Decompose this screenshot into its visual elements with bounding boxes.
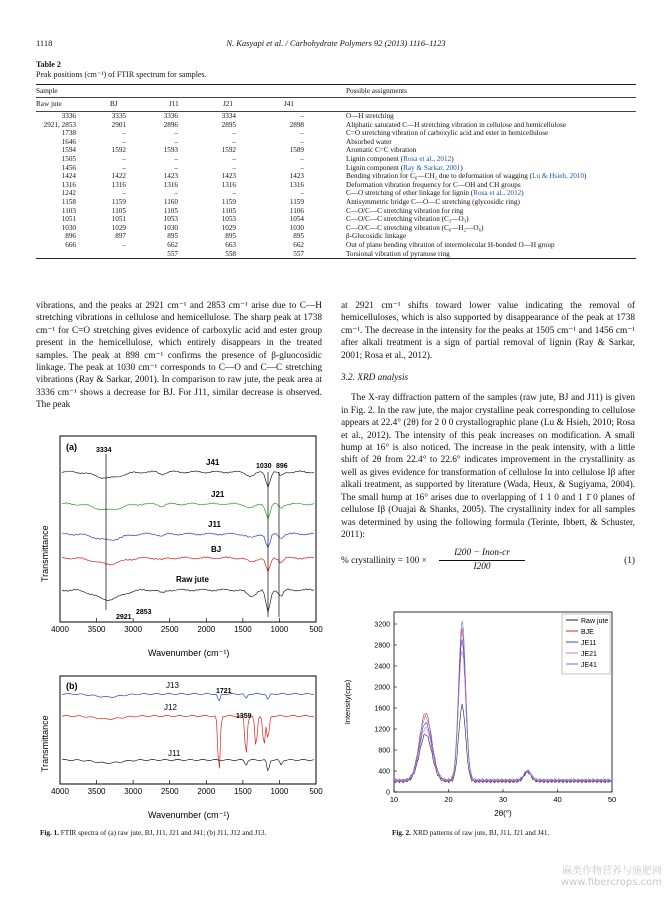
assignment-cell bbox=[316, 250, 636, 259]
fig1-xtick-label: 1000 bbox=[270, 787, 289, 796]
fig2-xtick-label: 50 bbox=[607, 795, 617, 804]
table-cell: – bbox=[174, 189, 178, 198]
fig2-xtick-label: 30 bbox=[498, 795, 508, 804]
table-cell: – bbox=[232, 154, 236, 163]
table-cell: 1316 bbox=[163, 180, 178, 189]
fig1-caption bbox=[40, 829, 320, 837]
table-cell: – bbox=[122, 163, 126, 172]
journal-citation: N. Kasyapi et al. / Carbohydrate Polymers 92 (2013) 1116–1123 bbox=[226, 38, 446, 48]
fig2-caption-label: Fig. 2. bbox=[392, 829, 411, 837]
assignment-cell bbox=[316, 232, 636, 241]
fig1-xtick-label: 1000 bbox=[270, 625, 289, 634]
assignment-text: Lignin component bbox=[346, 154, 399, 163]
table-cell: 557 bbox=[167, 249, 178, 258]
fig2-legend-label: JE41 bbox=[581, 662, 597, 669]
table-cell: – bbox=[232, 163, 236, 172]
table-cell: 1105 bbox=[111, 206, 126, 215]
table-cell: 558 bbox=[225, 249, 236, 258]
table-cell: 895 bbox=[225, 232, 236, 241]
table-cell: 3336 bbox=[61, 112, 76, 120]
fig1a-ylabel: Transmittance bbox=[40, 525, 50, 582]
table-cell: – bbox=[122, 129, 126, 138]
fig1b-panel-label: (b) bbox=[66, 681, 78, 691]
fig2-series-line bbox=[394, 704, 612, 783]
fig1-xtick-label: 3000 bbox=[124, 787, 143, 796]
table-row bbox=[36, 189, 636, 198]
table-row bbox=[36, 164, 636, 173]
fig2-ytick-label: 1200 bbox=[374, 726, 390, 734]
table-cell: 1105 bbox=[163, 206, 178, 215]
fig1b-annot-1721: 1721 bbox=[216, 688, 232, 695]
fig1a-label-bj: BJ bbox=[211, 545, 222, 554]
sample-header: Sample bbox=[36, 86, 58, 95]
table-cell: 662 bbox=[293, 240, 304, 249]
table-cell: 1030 bbox=[61, 223, 76, 232]
table-cell: – bbox=[300, 137, 304, 146]
table-cell: 1316 bbox=[221, 180, 236, 189]
fig1a-annot-3334: 3334 bbox=[96, 447, 112, 454]
fig1a-series-line bbox=[62, 533, 314, 548]
assignment-cell bbox=[316, 215, 636, 224]
table-cell: 1424 bbox=[61, 172, 76, 181]
table-cell: 1422 bbox=[111, 172, 126, 181]
assignment-cell bbox=[316, 241, 636, 250]
table-cell: 3335 bbox=[111, 112, 126, 120]
fig1a-series-line bbox=[62, 503, 314, 519]
table-cell bbox=[76, 250, 138, 259]
assignment-cell bbox=[316, 181, 636, 190]
table-cell: 1029 bbox=[111, 223, 126, 232]
col-header-bj: BJ bbox=[110, 100, 118, 109]
table-cell: – bbox=[300, 189, 304, 198]
fig1a-series-line bbox=[62, 589, 314, 612]
assignment-cell: Bending vibration for C₆—CH₂ due to deformation of wagging (Lu & Hsieh, 2010) bbox=[346, 172, 587, 181]
table-cell: – bbox=[122, 240, 126, 249]
assignment-text: Lignin component bbox=[346, 163, 399, 172]
table-cell: – bbox=[174, 137, 178, 146]
fig2-ylabel: Intensity(cps) bbox=[343, 679, 352, 725]
table-caption-text: Peak positions (cm⁻¹) of FTIR spectrum for samples. bbox=[36, 70, 207, 79]
table-group-header bbox=[36, 85, 636, 98]
assignment-text: C—O/C—C stretching vibration (C₃—O₃) bbox=[346, 215, 469, 224]
fig1a-label-j41: J41 bbox=[206, 458, 220, 467]
table-cell: 666 bbox=[65, 240, 76, 249]
assignment-text: C—O/C—C stretching vibration (C₆—H₂—O₆) bbox=[346, 223, 484, 232]
table-cell: – bbox=[300, 129, 304, 138]
table-cell: – bbox=[174, 163, 178, 172]
assignment-text: C—O/C—C stretching vibration for ring bbox=[346, 206, 464, 215]
table-cell: 1051 bbox=[61, 215, 76, 224]
assignment-text: Bending vibration for C₆—CH₂ due to deformation of wagging bbox=[346, 172, 528, 181]
table-cell: 1589 bbox=[289, 146, 304, 155]
fig1a-xlabel: Wavenumber (cm⁻¹) bbox=[148, 648, 230, 658]
fig1-xtick-label: 2500 bbox=[160, 625, 179, 634]
table-cell: 1158 bbox=[61, 197, 76, 206]
table-cell: – bbox=[300, 112, 304, 120]
table-cell: 2901 bbox=[111, 120, 126, 129]
fig1b-xlabel: Wavenumber (cm⁻¹) bbox=[148, 810, 230, 820]
fig1a-label-j21: J21 bbox=[211, 490, 225, 499]
fig1b-label-j13: J13 bbox=[166, 681, 179, 690]
watermark-line1: 麻类作物营养与施肥网 bbox=[562, 866, 662, 877]
table-cell: 1029 bbox=[221, 223, 236, 232]
fig1-xtick-label: 1500 bbox=[233, 625, 252, 634]
table-cell: 1505 bbox=[61, 154, 76, 163]
fig1b-series-line bbox=[62, 693, 314, 700]
assignment-text: Aromatic C=C vibration bbox=[346, 146, 417, 155]
col-header-raw-jute: Raw jute bbox=[36, 100, 62, 109]
citation-link[interactable]: Rosa et al., 2012 bbox=[473, 189, 522, 198]
table-cell: – bbox=[174, 154, 178, 163]
fig2-caption bbox=[392, 829, 632, 837]
fig1b-ylabel: Transmittance bbox=[40, 715, 50, 772]
left-column-text bbox=[36, 300, 322, 412]
assignment-text: C=O stretching vibration of carboxylic acid and ester in hemicellulose bbox=[346, 129, 549, 138]
watermark bbox=[561, 862, 662, 888]
fig1-caption-text: FTIR spectra of (a) raw jute, BJ, J11, J21 and J41; (b) J11, J12 and J13. bbox=[60, 829, 267, 837]
fig1-xtick-label: 3000 bbox=[124, 625, 143, 634]
assignment-cell: Lignin component (Rosa et al., 2012) bbox=[346, 154, 454, 163]
equation-number: (1) bbox=[624, 556, 635, 567]
fig1b-series-line bbox=[62, 759, 314, 770]
table-cell: 662 bbox=[167, 240, 178, 249]
table-column-header bbox=[36, 98, 636, 112]
fig1b-annot-1359: 1359 bbox=[236, 713, 252, 720]
paragraph-ftir: vibrations, and the peaks at 2921 cm⁻¹ and 2853 cm⁻¹ arise due to C—H stretching vibrations in cellulose and hemicellulose. The sharp peak at 1738 cm⁻¹ for C=O stretching gives evidence of carboxylic acid and ester group present in the hemicellulose, which entirely disappears in the treated samples. The peak at 898 cm⁻¹ confirms the presence of β-gluocosidic linkage. The peak at 1030 cm⁻¹ corresponds to C—O and C—C stretching vibrations (Ray & Sarkar, 2001). In comparison to raw jute, the peak area at 3336 cm⁻¹ shows a decrease for BJ. For J11, similar decrease is observed. The peak bbox=[36, 301, 322, 411]
table-row bbox=[36, 224, 636, 233]
fig1b-ftir-chart bbox=[36, 672, 323, 826]
fig1-caption-label: Fig. 1. bbox=[40, 829, 59, 837]
table-cell: 1105 bbox=[221, 206, 236, 215]
table-cell: 1423 bbox=[163, 172, 178, 181]
table-cell: 895 bbox=[167, 232, 178, 241]
assignment-text: C—O stretching of ether linkage for lignin bbox=[346, 189, 469, 198]
table-caption bbox=[36, 60, 207, 80]
fig2-legend-label: JE11 bbox=[581, 640, 597, 647]
equation-denominator: I200 bbox=[473, 562, 491, 573]
table-cell: 1592 bbox=[221, 146, 236, 155]
table-cell: 557 bbox=[293, 249, 304, 258]
table-cell: 1053 bbox=[221, 215, 236, 224]
table-cell: 3334 bbox=[221, 112, 236, 120]
fig2-xlabel: 2θ(°) bbox=[494, 809, 512, 818]
fig2-ytick-label: 800 bbox=[378, 747, 390, 755]
fig2-ytick-label: 400 bbox=[378, 768, 390, 776]
table-cell: 3336 bbox=[163, 112, 178, 120]
fig1-xtick-label: 500 bbox=[309, 625, 323, 634]
table-cell: 897 bbox=[115, 232, 126, 241]
citation-link[interactable]: Lu & Hsieh, 2010 bbox=[532, 172, 584, 181]
table-cell: 1646 bbox=[61, 137, 76, 146]
assignment-cell bbox=[316, 207, 636, 216]
assignment-cell: C—O stretching of ether linkage for lignin (Rosa et al., 2012) bbox=[346, 189, 524, 198]
fig2-xrd-chart bbox=[342, 608, 622, 822]
fig2-legend-label: JE21 bbox=[581, 651, 597, 658]
fig1a-series-line bbox=[62, 471, 314, 487]
assignment-text: Deformation vibration frequency for C—OH and CH groups bbox=[346, 180, 521, 189]
table-cell: 1053 bbox=[163, 215, 178, 224]
assignment-cell bbox=[316, 198, 636, 207]
assignment-cell: Lignin component (Ray & Sarkar, 2001) bbox=[346, 163, 463, 172]
fig2-ytick-label: 1600 bbox=[374, 705, 390, 713]
table-row bbox=[36, 129, 636, 138]
table-cell: 2898 bbox=[289, 120, 304, 129]
table-cell: 1423 bbox=[289, 172, 304, 181]
table-row bbox=[36, 172, 636, 181]
fig1a-annot-896: 896 bbox=[276, 463, 288, 470]
section-heading-xrd: 3.2. XRD analysis bbox=[341, 373, 409, 384]
fig1a-panel-label: (a) bbox=[66, 442, 77, 452]
table-cell: 1106 bbox=[289, 206, 304, 215]
fig1a-label-raw-jute: Raw jute bbox=[176, 575, 209, 584]
table-cell: 1316 bbox=[289, 180, 304, 189]
fig1b-frame bbox=[60, 676, 316, 784]
fig2-caption-text: XRD patterns of raw jute, BJ, J11, J21 and J41. bbox=[412, 829, 550, 837]
table-cell: 1316 bbox=[61, 180, 76, 189]
table-cell: – bbox=[232, 189, 236, 198]
fig1-xtick-label: 2000 bbox=[197, 625, 216, 634]
fig1-xtick-label: 4000 bbox=[51, 787, 69, 796]
table-cell: – bbox=[174, 129, 178, 138]
col-header-j41: J41 bbox=[284, 100, 294, 109]
fig1-xtick-label: 4000 bbox=[51, 625, 69, 634]
table-cell: 1242 bbox=[61, 189, 76, 198]
table-row bbox=[36, 215, 636, 224]
table-row bbox=[36, 155, 636, 164]
page-header bbox=[36, 38, 636, 50]
table-cell: 2921, 2853 bbox=[43, 120, 76, 129]
table-cell: – bbox=[300, 154, 304, 163]
table-cell: 1054 bbox=[289, 215, 304, 224]
fig2-legend-label: Raw jute bbox=[581, 618, 609, 625]
assignment-text: β-Glucosidic linkage bbox=[346, 232, 407, 241]
table-cell: – bbox=[122, 137, 126, 146]
fig1b-label-j12: J12 bbox=[164, 703, 177, 712]
table-row bbox=[36, 207, 636, 216]
table-row bbox=[36, 146, 636, 155]
fig1-xtick-label: 1500 bbox=[233, 787, 252, 796]
fig1a-label-j11: J11 bbox=[208, 520, 221, 529]
fig1-xtick-label: 2500 bbox=[160, 787, 179, 796]
table-cell: 2896 bbox=[163, 120, 178, 129]
assignment-cell bbox=[316, 138, 636, 147]
table-cell: 1103 bbox=[61, 206, 76, 215]
table-cell: 1593 bbox=[163, 146, 178, 155]
assignment-text: Aliphatic saturated C—H stretching vibration in cellulose and hemicellulose bbox=[346, 120, 566, 129]
col-header-j21: J21 bbox=[223, 100, 233, 109]
citation-link[interactable]: Rosa et al., 2012 bbox=[403, 154, 452, 163]
table-label: Table 2 bbox=[36, 60, 61, 69]
table-cell: – bbox=[122, 154, 126, 163]
table-cell: 1738 bbox=[61, 129, 76, 138]
table-cell: 1594 bbox=[61, 146, 76, 155]
fig2-xtick-label: 20 bbox=[444, 795, 453, 804]
table-cell: – bbox=[232, 129, 236, 138]
assignments-header: Possible assignments bbox=[346, 86, 407, 95]
fig2-xtick-label: 10 bbox=[389, 795, 399, 804]
assignment-text: Out of plane bending vibration of intermolecular H-bonded O—H group bbox=[346, 240, 555, 249]
table-cell: 1030 bbox=[163, 223, 178, 232]
ftir-peak-table bbox=[36, 84, 636, 259]
table-cell: 1159 bbox=[221, 197, 236, 206]
table-cell: 1160 bbox=[163, 197, 178, 206]
table-cell: 1592 bbox=[111, 146, 126, 155]
fig1-xtick-label: 2000 bbox=[197, 787, 216, 796]
equation-lhs: % crystallinity = 100 × bbox=[341, 556, 427, 567]
table-cell: 1159 bbox=[289, 197, 304, 206]
table-cell: 663 bbox=[225, 240, 236, 249]
table-cell: 1316 bbox=[111, 180, 126, 189]
equation-numerator: I200 − Inon-cr bbox=[439, 547, 525, 560]
table-row bbox=[36, 121, 636, 130]
table-cell: – bbox=[300, 163, 304, 172]
table-row bbox=[36, 198, 636, 207]
fig1a-annot-2853: 2853 bbox=[136, 609, 152, 616]
table-row bbox=[36, 138, 636, 147]
table-cell: 896 bbox=[65, 232, 76, 241]
table-row bbox=[36, 181, 636, 190]
table-cell: 1456 bbox=[61, 163, 76, 172]
table-row bbox=[36, 250, 636, 259]
page-number: 1118 bbox=[36, 38, 53, 48]
fig2-xtick-label: 40 bbox=[553, 795, 562, 804]
table-cell: 1423 bbox=[221, 172, 236, 181]
assignment-text: Absorbed water bbox=[346, 137, 392, 146]
assignment-text: Torsional vibration of pyranose ring bbox=[346, 249, 450, 258]
fig2-ytick-label: 3200 bbox=[374, 621, 390, 629]
assignment-cell bbox=[316, 146, 636, 155]
fig1a-annot-1030: 1030 bbox=[256, 463, 272, 470]
watermark-line2: www.fibercrops.com bbox=[560, 877, 662, 888]
fig1-xtick-label: 3500 bbox=[87, 787, 106, 796]
fig1-xtick-label: 3500 bbox=[87, 625, 106, 634]
table-cell: – bbox=[122, 189, 126, 198]
assignment-cell bbox=[316, 224, 636, 233]
table-cell: 895 bbox=[293, 232, 304, 241]
fig2-legend-label: BJE bbox=[581, 629, 594, 636]
assignment-text: O—H stretching bbox=[346, 112, 394, 120]
fig1b-series-line bbox=[62, 715, 314, 768]
table-cell: 1159 bbox=[111, 197, 126, 206]
paragraph-ftir-cont: at 2921 cm⁻¹ shifts toward lower value indicating the removal of hemicelluloses, which is also supported by disappearance of the peak at 1738 cm⁻¹. The decrease in the intensity for the peaks at 1505 cm⁻¹ and 1456 cm⁻¹ after alkali treatment is a sign of partial removal of lignin (Ray & Sarkar, 2001; Rosa et al., 2012). bbox=[341, 301, 635, 361]
citation-link[interactable]: Ray & Sarkar, 2001 bbox=[403, 163, 461, 172]
fig2-ytick-label: 0 bbox=[386, 789, 390, 797]
fig2-ytick-label: 2800 bbox=[374, 642, 390, 650]
col-header-j11: J11 bbox=[169, 100, 179, 109]
fig1a-xticks bbox=[51, 618, 323, 634]
equation-crystallinity bbox=[341, 547, 635, 575]
fig1a-ftir-chart bbox=[36, 432, 323, 668]
fig1b-label-j11: J11 bbox=[168, 749, 181, 758]
assignment-text: Antisymmetric bridge C—O—C stretching (glycosidic ring) bbox=[346, 197, 520, 206]
table-row bbox=[36, 241, 636, 250]
fig1a-spectra bbox=[62, 471, 314, 613]
fig1a-annot-2921: 2921 bbox=[116, 614, 132, 621]
table-row bbox=[36, 112, 636, 121]
table-cell: – bbox=[232, 137, 236, 146]
assignment-cell bbox=[316, 112, 636, 121]
fig1b-spectra bbox=[62, 693, 314, 770]
table-cell bbox=[36, 250, 76, 259]
right-column-text bbox=[341, 300, 635, 575]
assignment-cell bbox=[316, 121, 636, 130]
table-cell: 2895 bbox=[221, 120, 236, 129]
fig2-ytick-label: 2000 bbox=[374, 684, 390, 692]
fig2-ytick-label: 2400 bbox=[374, 663, 390, 671]
table-cell: 1051 bbox=[111, 215, 126, 224]
assignment-cell bbox=[316, 129, 636, 138]
table-cell: 1030 bbox=[289, 223, 304, 232]
paragraph-xrd: The X-ray diffraction pattern of the samples (raw jute, BJ and J11) is given in Fig. 2. In the raw jute, the major crystalline peak corresponding to cellulose appears at 22.4° (2θ) for 2 0 0 crystallographic plane (Lu & Hsieh, 2010; Rosa et al., 2012). The intensity of this peak increases on modification. A small hump at 16° is also noticed. The increase in the peak intensity, with a little shift of 2θ from 22.4° to 22.6° indicates improvement in the crystallinity as well as gives evidence for transformation of cellulose Iα into cellulose Iβ after alkali treatment, as supported by literature (Wada, Heux, & Sugiyama, 2004). The small hump at 16° arises due to overlapping of 1 1 0 and 1 1̄ 0 planes of cellulose Iβ (Ouajai & Shanks, 2005). The crystallinity index for all samples was determined by using the following formula (Terinte, Ibbett, & Schuster, 2011): bbox=[341, 393, 635, 540]
fig1-xtick-label: 500 bbox=[309, 787, 323, 796]
fig1b-xticks bbox=[51, 780, 323, 796]
table-row bbox=[36, 232, 636, 241]
fig1a-series-line bbox=[62, 557, 314, 572]
